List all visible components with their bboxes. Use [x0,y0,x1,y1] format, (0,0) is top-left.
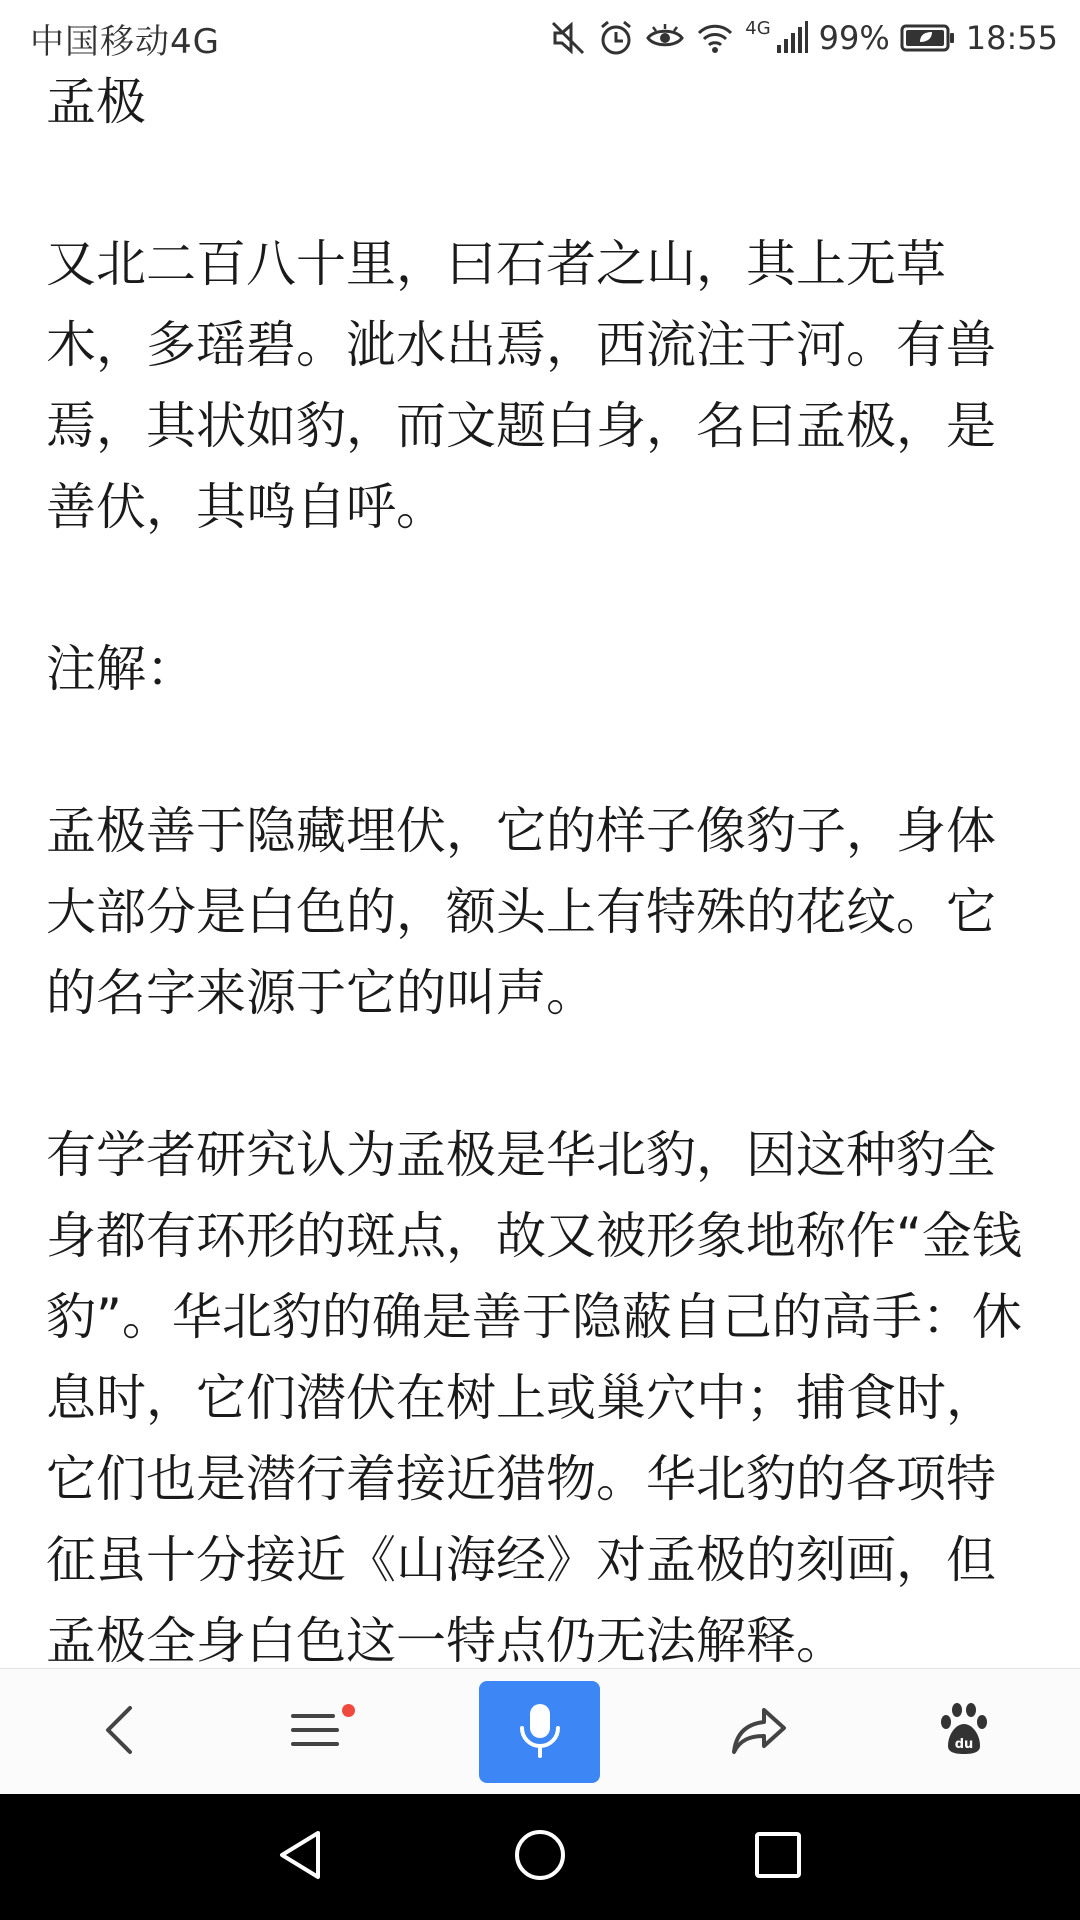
wifi-icon [695,19,735,57]
share-button[interactable] [700,1669,820,1795]
baidu-paw-icon [936,1702,992,1762]
back-triangle-icon [274,1827,326,1887]
system-nav-bar [0,1794,1080,1920]
signal-icon [775,19,809,57]
home-circle-icon [512,1827,568,1887]
annotation-heading: 注解： [46,640,196,698]
mute-icon [549,19,587,57]
system-back-button[interactable] [240,1794,360,1920]
eye-icon [645,19,685,57]
alarm-icon [597,19,635,57]
svg-text:du: du [954,1737,974,1752]
recents-square-icon [752,1829,804,1885]
menu-button[interactable] [255,1669,375,1795]
battery-percent: 99% [818,19,890,57]
voice-search-button[interactable] [479,1681,600,1783]
menu-icon [289,1708,341,1756]
network-type: 4G [745,17,771,39]
article-title: 孟极 [46,73,146,131]
chevron-left-icon [100,1702,140,1762]
battery-icon [900,22,956,54]
share-icon [730,1704,790,1760]
system-home-button[interactable] [480,1794,600,1920]
microphone-icon [516,1700,564,1764]
bottom-toolbar [0,1668,1080,1794]
article-content [46,62,1036,1668]
baidu-home-button[interactable] [904,1669,1024,1795]
back-button[interactable] [60,1669,180,1795]
carrier-label: 中国移动4G [30,22,220,62]
status-icons [549,14,1058,62]
article-paragraph: 孟极善于隐藏埋伏，它的样子像豹子，身体大部分是白色的，额头上有特殊的花纹。它的名字来源于它的叫声。 [46,802,996,1022]
system-recents-button[interactable] [718,1794,838,1920]
clock: 18:55 [965,19,1058,57]
notification-dot [342,1704,355,1717]
article-paragraph: 又北二百八十里，曰石者之山，其上无草木，多瑶碧。泚水出焉，西流注于河。有兽焉，其状如豹，而文题白身，名曰孟极，是善伏，其鸣自呼。 [46,235,996,536]
article-paragraph: 有学者研究认为孟极是华北豹，因这种豹全身都有环形的斑点，故又被形象地称作“金钱豹”。华北豹的确是善于隐蔽自己的高手：休息时，它们潜伏在树上或巢穴中；捕食时，它们也是潜行着接近猎物。华北豹的各项特征虽十分接近《山海经》对孟极的刻画，但孟极全身白色这一特点仍无法解释。 [46,1126,1022,1668]
